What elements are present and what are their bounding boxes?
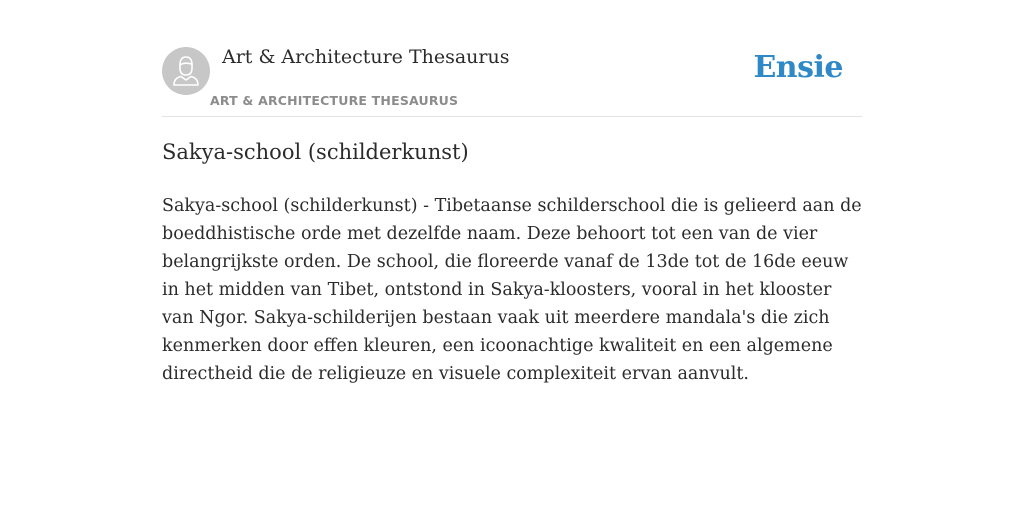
avatar[interactable] bbox=[162, 47, 210, 95]
definition-card bbox=[162, 0, 862, 512]
ensie-logo[interactable]: Ensie bbox=[753, 50, 843, 85]
user-silhouette-icon bbox=[162, 47, 210, 95]
card-header bbox=[162, 0, 862, 117]
source-label: ART & ARCHITECTURE THESAURUS bbox=[210, 93, 459, 108]
definition-text: Sakya-school (schilderkunst) - Tibetaanse schilderschool die is gelieerd aan de boeddhistische orde met dezelfde naam. Deze behoort tot een van de vier belangrijkste orden. De school, die floreerde vanaf de 13de tot de 16de eeuw in het midden van Tibet, ontstond in Sakya-kloosters, vooral in het klooster van Ngor. Sakya-schilderijen bestaan vaak uit meerdere mandala's die zich kenmerken door effen kleuren, een icoonachtige kwaliteit en een algemene directheid die de religieuze en visuele complexiteit ervan aanvult. bbox=[162, 196, 862, 384]
author-name[interactable]: Art & Architecture Thesaurus bbox=[222, 46, 510, 68]
page-title: Sakya-school (schilderkunst) bbox=[162, 140, 469, 164]
